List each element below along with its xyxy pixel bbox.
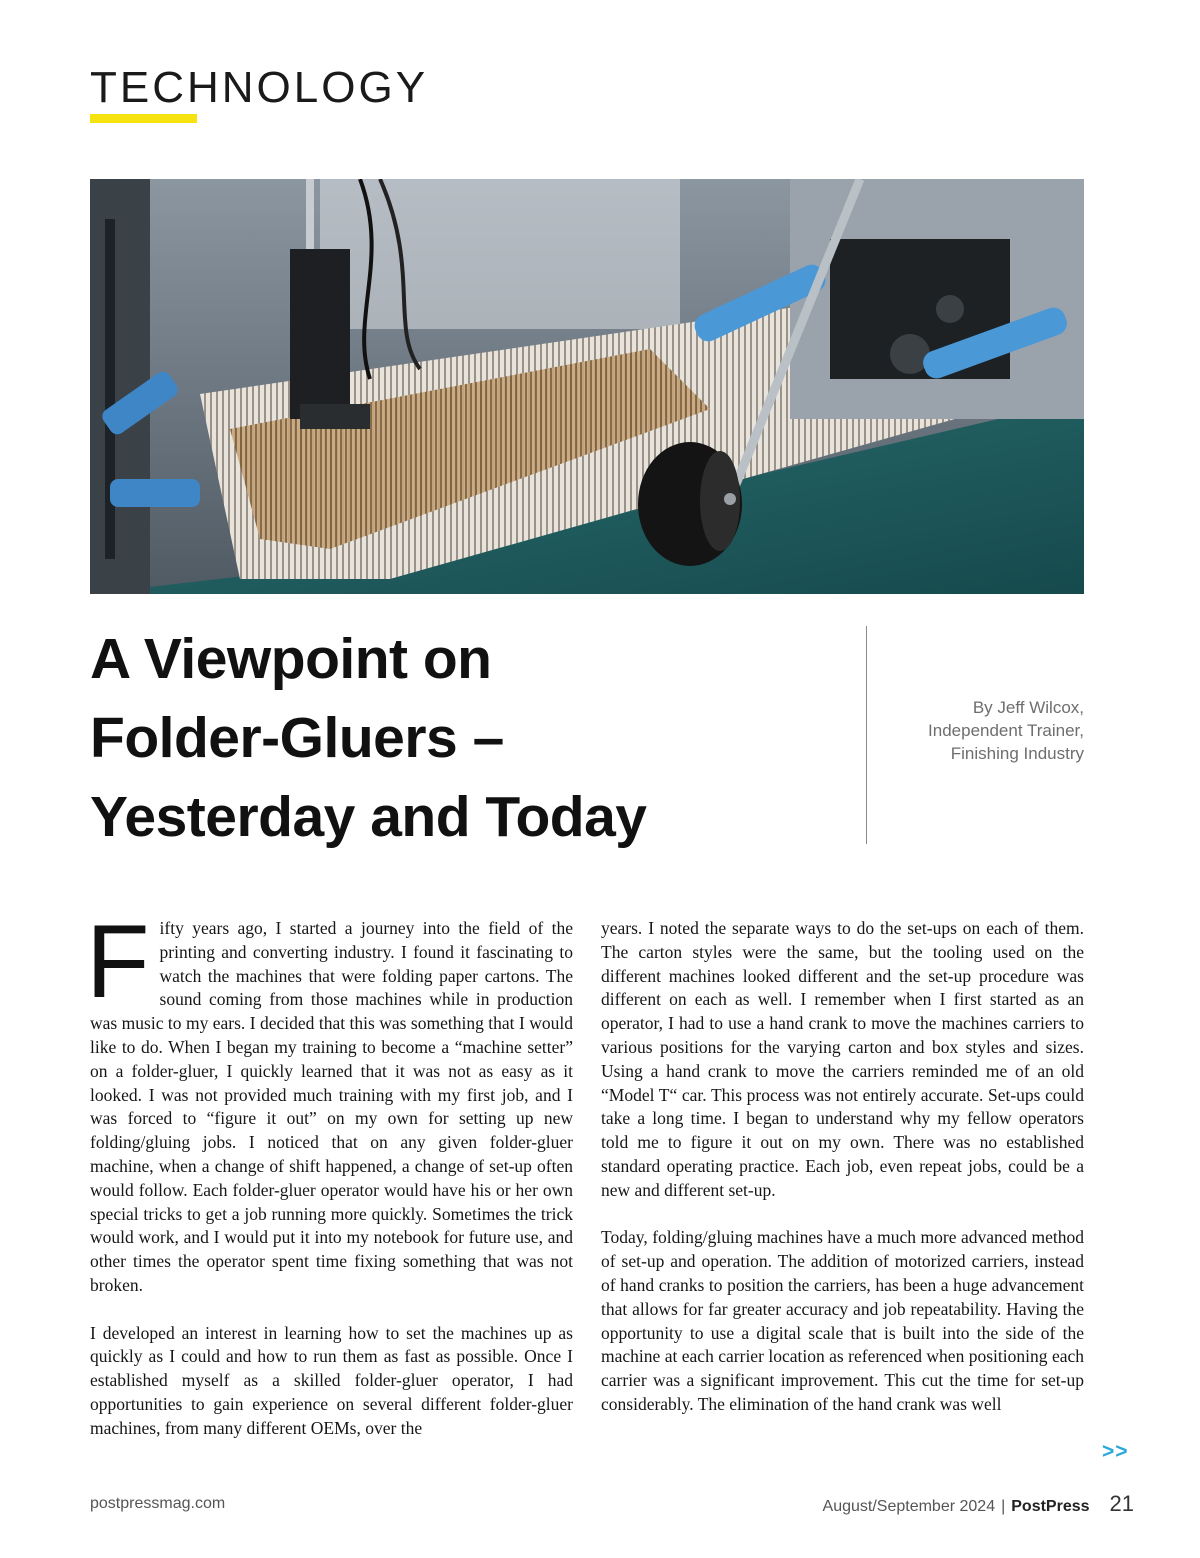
byline-industry: Finishing Industry xyxy=(950,744,1084,763)
footer-separator: | xyxy=(1001,1498,1006,1515)
paragraph xyxy=(86,904,573,1298)
hero-photo xyxy=(90,179,1084,594)
section-label: TECHNOLOGY xyxy=(90,63,429,112)
footer-issue-date: August/September 2024 xyxy=(822,1498,996,1515)
byline-author: By Jeff Wilcox, xyxy=(972,698,1084,717)
title-line-1: A Viewpoint on xyxy=(90,627,492,691)
footer-issue-info xyxy=(823,1491,1134,1517)
folder-gluer-photo-icon xyxy=(90,179,1084,594)
continue-arrow-icon: >> xyxy=(1102,1440,1129,1463)
article-title xyxy=(90,620,830,857)
article-column-left xyxy=(86,904,573,1441)
title-line-2: Folder-Gluers – xyxy=(90,706,504,770)
byline xyxy=(928,696,1084,765)
title-line-3: Yesterday and Today xyxy=(90,785,647,849)
drop-cap: F xyxy=(86,904,150,1020)
paragraph: I developed an interest in learning how to set the machines up as quickly as I could and how to run them as fast as possible. Once I established myself as a skilled folder-gluer operator, I had opportunities to gain experience on several different folder-gluer machines, from many different OEMs, over the xyxy=(90,1322,573,1438)
article-column-right xyxy=(601,917,1084,1417)
title-byline-divider xyxy=(866,626,867,844)
footer-website: postpressmag.com xyxy=(90,1495,226,1512)
paragraph-text: ifty years ago, I started a journey into the field of the printing and converting industry. I found it fascinating to watch the machines that were folding paper cartons. The sound coming from those machines while in production was music to my ears. I decided that this was something that I would like to do. When I began my training to become a “machine setter” on a folder-gluer, I quickly learned that it was not as easy as it looked. I was not provided much training with my first job, and I was forced to “figure it out” on my own for setting up new folding/gluing jobs. I noticed that on any given folder-gluer machine, when a change of shift happened, a change of set-up often would follow. Each folder-gluer operator would have his or her own special tricks to get a job running more quickly. Sometimes the trick would work, and I would put it into my notebook for future use, and other times the operator spent time fixing something that was not broken. xyxy=(90,918,573,1295)
byline-role: Independent Trainer, xyxy=(928,721,1084,740)
paragraph: Today, folding/gluing machines have a much more advanced method of set-up and operation. The addition of motorized carriers, instead of hand cranks to position the carriers, has been a huge advancement that allows for far greater accuracy and job repeatability. Having the opportunity to use a digital scale that is built into the side of the machine at each carrier location as referenced when positioning each carrier was a significant improvement. This cut the time for set-up considerably. The elimination of the hand crank was well xyxy=(601,1227,1084,1414)
page-number: 21 xyxy=(1109,1491,1134,1516)
section-underline xyxy=(90,114,197,123)
footer-brand: PostPress xyxy=(1011,1498,1090,1515)
paragraph: years. I noted the separate ways to do the set-ups on each of them. The carton styles were the same, but the tooling used on the different machines looked different and the set-up procedure was different on each as well. I remember when I first started as an operator, I had to use a hand crank to move the machines carriers to various positions for the varying carton and box styles and sizes. Using a hand crank to move the carriers reminded me of an old “Model T“ car. This process was not entirely accurate. Set-ups could take a long time. I began to understand why my fellow operators told me to figure it out on my own. There was no established standard operating practice. Each job, even repeat jobs, could be a new and different set-up. xyxy=(601,918,1084,1200)
